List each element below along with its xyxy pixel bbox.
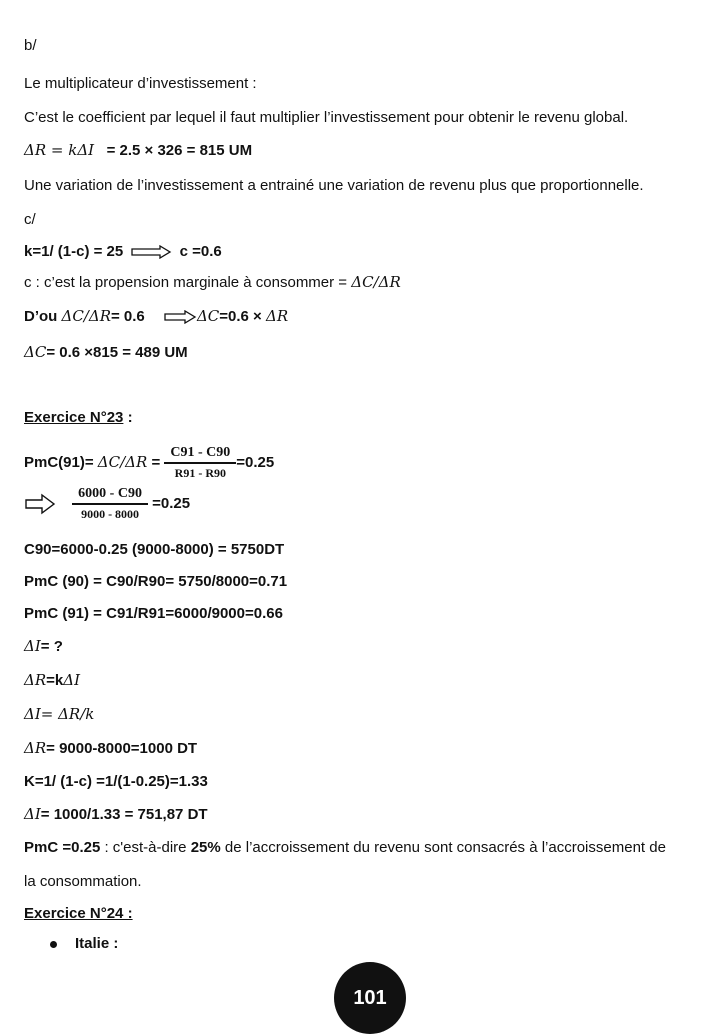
implies-arrow-icon: [163, 310, 197, 324]
pmc-percent: 25%: [190, 839, 221, 856]
definition-text: C’est le coefficient par lequel il faut multiplier l’investissement pour obtenir le revenu global.: [24, 109, 629, 126]
c90-calc: C90=6000-0.25 (9000-8000) = 5750DT: [24, 541, 285, 558]
pmc91-equals: =: [151, 454, 161, 471]
k-value-calc: K=1/ (1-c) =1/(1-0.25)=1.33: [24, 773, 208, 790]
section-b-label: b/: [24, 37, 37, 54]
section-c-label: c/: [24, 211, 36, 228]
dou-result-math2: ΔR: [265, 307, 289, 325]
delta-c-math: ΔC: [24, 343, 47, 361]
formula-math: ΔR = kΔI: [24, 141, 95, 159]
pmc-bold: PmC =0.25: [24, 839, 101, 856]
pmc90-calc: PmC (90) = C90/R90= 5750/8000=0.71: [24, 573, 288, 590]
delta-i-eq-line: [24, 704, 94, 725]
delta-r-k-mid: =k: [46, 672, 64, 689]
fraction-numerator: C91 - C90: [170, 445, 231, 461]
pmc91-math: ΔC/ΔR: [97, 453, 148, 471]
fraction-numerator: 6000 - C90: [78, 486, 142, 502]
exercice-23-title: Exercice N°23: [24, 409, 124, 426]
formula-result: = 2.5 × 326 = 815 UM: [106, 142, 253, 159]
delta-r-value-line: [24, 738, 197, 759]
dou-prefix: D’ou: [24, 308, 58, 325]
pmc-explanation-line: [24, 838, 666, 858]
delta-r-value: = 9000-8000=1000 DT: [46, 740, 198, 757]
pmc91-calc: PmC (91) = C91/R91=6000/9000=0.66: [24, 605, 283, 622]
fraction-denominator: 9000 - 8000: [81, 506, 140, 521]
dou-result-mid: =0.6 ×: [219, 308, 262, 325]
delta-c-line: [24, 342, 188, 363]
exercice-23-heading: [24, 408, 133, 428]
dou-math: ΔC/ΔR: [61, 307, 111, 325]
propension-text: c : c’est la propension marginale à consommer =: [24, 274, 348, 291]
bullet-icon: [50, 941, 57, 948]
pmc91-formula-line: [24, 442, 274, 482]
formula-delta-r: [24, 140, 252, 161]
fraction-6000-c90: [72, 485, 148, 522]
delta-i-question-mark: = ?: [40, 638, 63, 655]
implies-arrow-icon: [130, 245, 172, 259]
delta-r-k-line: [24, 670, 80, 691]
delta-i-question: [24, 636, 63, 657]
fraction-2-result: =0.25: [152, 495, 191, 512]
italie-label: Italie :: [75, 935, 119, 952]
fraction-denominator: R91 - R90: [174, 465, 226, 480]
multiplicateur-title: Le multiplicateur d’investissement :: [24, 75, 257, 92]
fraction-c91-c90: [164, 444, 236, 481]
delta-i-math: ΔI: [63, 671, 81, 689]
pmc91-prefix: PmC(91)=: [24, 454, 94, 471]
pmc-text-1: : c'est-à-dire: [100, 839, 191, 856]
implies-arrow-icon: [24, 493, 56, 515]
variation-text: Une variation de l’investissement a entrainé une variation de revenu plus que proportionnelle.: [24, 177, 644, 194]
dou-value: = 0.6: [111, 308, 145, 325]
dou-result-math1: ΔC: [196, 307, 220, 325]
delta-i-eq-math: ΔI= ΔR/k: [24, 705, 95, 723]
propension-math: ΔC/ΔR: [351, 273, 401, 291]
fraction-2-line: [24, 484, 190, 524]
fraction-1-result: =0.25: [236, 454, 275, 471]
dou-line: [24, 306, 288, 327]
k-formula-line: [24, 242, 222, 262]
delta-r-math: ΔR: [24, 671, 47, 689]
delta-c-result: = 0.6 ×815 = 489 UM: [46, 344, 188, 361]
c-result: c =0.6: [179, 243, 222, 260]
exercice-24-title: Exercice N°24 :: [24, 905, 133, 922]
delta-i-value-math: ΔI: [24, 805, 41, 823]
delta-i-math: ΔI: [24, 637, 41, 655]
propension-line: [24, 272, 401, 293]
exercice-23-colon: :: [123, 409, 133, 426]
bullet-italie: [50, 934, 118, 954]
pmc-text-2: de l’accroissement du revenu sont consacrés à l’accroissement de: [220, 839, 666, 856]
delta-i-value: = 1000/1.33 = 751,87 DT: [40, 806, 208, 823]
pmc-explanation-cont: la consommation.: [24, 873, 142, 890]
delta-i-value-line: [24, 804, 208, 825]
page-number: 101: [334, 962, 406, 1034]
delta-r-value-math: ΔR: [24, 739, 47, 757]
k-formula: k=1/ (1-c) = 25: [24, 243, 124, 260]
